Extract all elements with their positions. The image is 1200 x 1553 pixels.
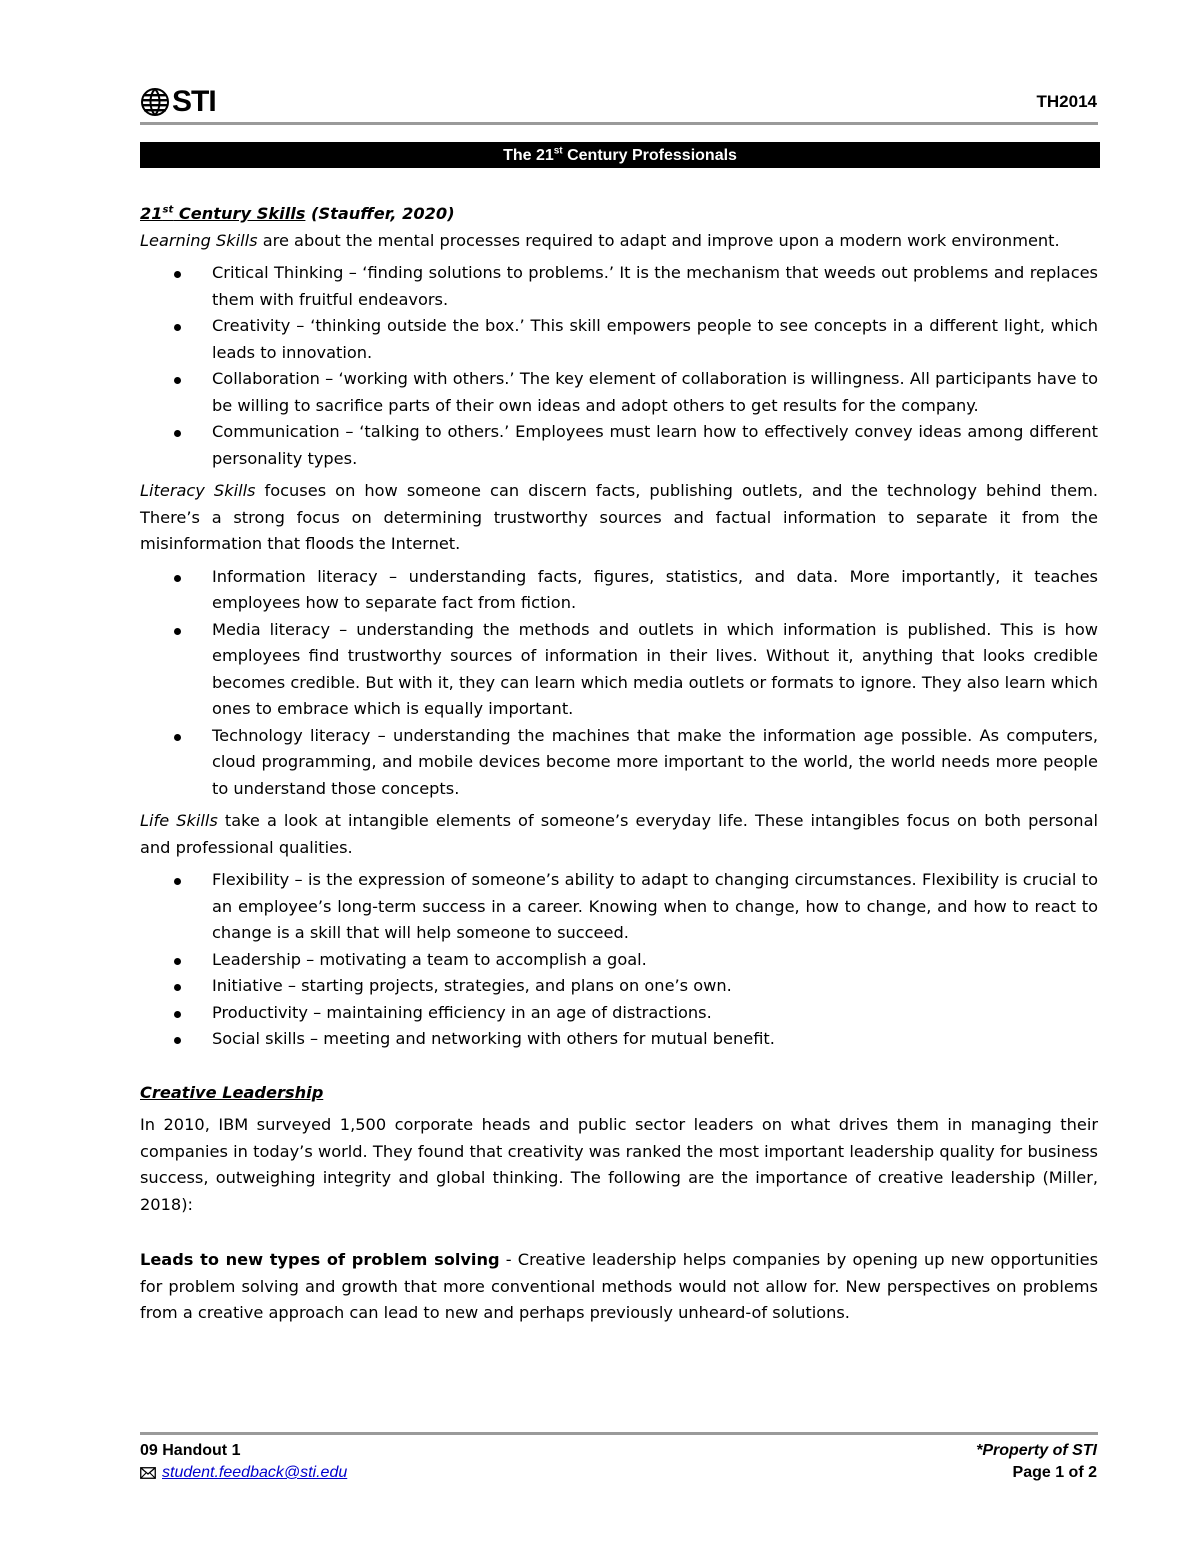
list-item-text: Initiative – starting projects, strategies, and plans on one’s own. xyxy=(212,976,732,995)
sti-globe-icon xyxy=(140,87,170,117)
list-item xyxy=(212,973,1098,1000)
heading-superscript: st xyxy=(162,204,174,216)
list-item xyxy=(212,947,1098,974)
list-item-text: Collaboration – ‘working with others.’ The key element of collaboration is willingness. All participants have to be willing to sacrifice parts of their own ideas and adopt others to get results for the company. xyxy=(212,369,1098,415)
property-notice: *Property of STI xyxy=(976,1442,1097,1459)
bullet-icon xyxy=(174,377,181,384)
creative-leadership-heading: Creative Leadership xyxy=(140,1082,324,1102)
creative-leadership-point xyxy=(140,1247,1098,1327)
list-item xyxy=(212,366,1098,419)
learning-skills-lead: Learning Skills xyxy=(140,230,258,250)
heading-text-start: 21 xyxy=(140,204,163,223)
feedback-email-link[interactable]: student.feedback@sti.edu xyxy=(162,1464,348,1481)
list-item xyxy=(212,1026,1098,1053)
point-lead: Leads to new types of problem solving xyxy=(140,1250,500,1269)
list-item-text: Information literacy – understanding facts, figures, statistics, and data. More importantly, it teaches employees how to separate fact from fiction. xyxy=(212,566,1098,612)
list-item-text: Communication – ‘talking to others.’ Employees must learn how to effectively convey ideas among different personality types. xyxy=(212,422,1098,468)
footer-left xyxy=(140,1440,347,1484)
page-title xyxy=(140,142,1100,168)
document-code: TH2014 xyxy=(1036,92,1097,111)
logo-text: STI xyxy=(172,85,216,118)
list-item-text: Productivity – maintaining efficiency in an age of distractions. xyxy=(212,1002,712,1022)
header-divider xyxy=(140,122,1098,125)
list-item xyxy=(212,313,1098,366)
list-item xyxy=(212,723,1098,803)
literacy-skills-paragraph xyxy=(140,478,1098,558)
bullet-icon xyxy=(174,324,181,331)
list-item-text: Media literacy – understanding the methods and outlets in which information is published. This is how employees find trustworthy sources of information in their lives. Without it, anything that looks credible becomes credible. But with it, they can learn which media outlets or formats to ignore. They also learn which ones to embrace which is equally important. xyxy=(212,619,1098,718)
bullet-icon xyxy=(174,628,181,635)
list-item-text: Critical Thinking – ‘finding solutions to problems.’ It is the mechanism that weeds out problems and replaces them with fruitful endeavors. xyxy=(212,263,1098,309)
bullet-icon xyxy=(174,734,181,741)
heading-citation: (Stauffer, 2020) xyxy=(305,204,455,223)
footer-divider xyxy=(140,1432,1098,1435)
bullet-icon xyxy=(174,1011,181,1018)
list-item xyxy=(212,867,1098,947)
list-item-text: Technology literacy – understanding the machines that make the information age possible. As computers, cloud programming, and mobile devices become more important to the world, the world needs more people to understand those concepts. xyxy=(212,725,1098,798)
list-item-text: Social skills – meeting and networking with others for mutual benefit. xyxy=(212,1029,775,1048)
life-skills-list xyxy=(140,867,1098,1053)
list-item xyxy=(212,617,1098,723)
bullet-icon xyxy=(174,575,181,582)
creative-leadership-intro: In 2010, IBM surveyed 1,500 corporate heads and public sector leaders on what drives them in managing their companies in today’s world. They found that creativity was ranked the most important leadership quality for business success, outweighing integrity and global thinking. The following are the importance of creative leadership (Miller, 2018): xyxy=(140,1115,1098,1214)
literacy-skills-lead: Literacy Skills xyxy=(140,481,256,500)
heading-text-end: Century Skills xyxy=(173,204,306,223)
list-item-text: Leadership – motivating a team to accomplish a goal. xyxy=(212,949,647,969)
point-text: - Creative leadership helps companies by opening up new opportunities for problem solving and growth that more conventional methods would not allow for. New perspectives on problems from a creative approach can lead to new and perhaps previously unheard-of solutions. xyxy=(140,1250,1099,1322)
learning-skills-list xyxy=(140,260,1098,472)
list-item-text: Creativity – ‘thinking outside the box.’ This skill empowers people to see concepts in a different light, which leads to innovation. xyxy=(212,316,1098,362)
title-text-end: Century Professionals xyxy=(562,147,737,164)
list-item xyxy=(212,260,1098,313)
bullet-icon xyxy=(174,878,181,885)
list-item xyxy=(212,1000,1098,1027)
list-item-text: Flexibility – is the expression of someone’s ability to adapt to changing circumstances. Flexibility is crucial to an employee’s long-term success in a career. Knowing when to change, how to change, and how to react to change is a skill that will help someone to succeed. xyxy=(212,870,1098,942)
section-heading-21st-century-skills xyxy=(140,201,1098,228)
bullet-icon xyxy=(174,1037,181,1044)
life-skills-paragraph xyxy=(140,808,1098,861)
bullet-icon xyxy=(174,958,181,965)
list-item xyxy=(212,564,1098,617)
document-body xyxy=(140,201,1098,1327)
section-heading-creative-leadership xyxy=(140,1080,1098,1107)
learning-skills-text: are about the mental processes required to adapt and improve upon a modern work environment. xyxy=(257,230,1060,250)
learning-skills-paragraph xyxy=(140,228,1098,255)
life-skills-lead: Life Skills xyxy=(140,811,218,830)
bullet-icon xyxy=(174,271,181,278)
title-superscript: st xyxy=(553,145,563,157)
footer-right xyxy=(976,1440,1097,1484)
sti-logo xyxy=(140,84,216,120)
literacy-skills-text: focuses on how someone can discern facts, publishing outlets, and the technology behind them. There’s a strong focus on determining trustworthy sources and factual information to separate it from the misinformation that floods the Internet. xyxy=(140,481,1098,553)
envelope-icon xyxy=(140,1467,156,1479)
feedback-contact xyxy=(140,1462,347,1484)
handout-number: 09 Handout 1 xyxy=(140,1442,241,1459)
list-item xyxy=(212,419,1098,472)
bullet-icon xyxy=(174,984,181,991)
life-skills-text: take a look at intangible elements of someone’s everyday life. These intangibles focus on both personal and professional qualities. xyxy=(140,811,1098,857)
page-number: Page 1 of 2 xyxy=(1012,1464,1097,1481)
literacy-skills-list xyxy=(140,564,1098,803)
bullet-icon xyxy=(174,430,181,437)
title-text-start: The 21 xyxy=(503,147,554,164)
